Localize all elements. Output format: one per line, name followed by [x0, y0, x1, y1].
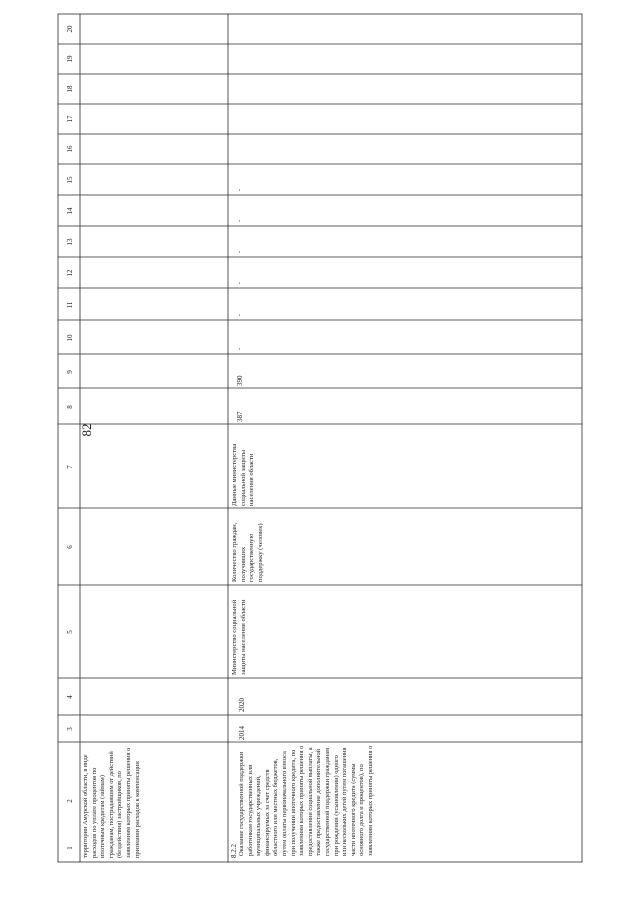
col-header-8: 8 [66, 405, 74, 409]
col-header-3: 3 [66, 727, 74, 731]
col-header-4: 4 [66, 695, 74, 699]
row-col10-dash: - [236, 347, 243, 350]
row-col2-text: Оказание государственной поддержки работникам государственных или муниципальных учреждений, финансируемых за счет средств областного или местных бюджетов, путем оплаты первоначального взноса при получении ипотечного кредита, по заявлениям которых приняты решения о предоставлении социальной выплаты, а также предоставление дополнительной государственной поддержки гражданам при рождении (усыновлении) одного или нескольких детей путем погашения части ипотечного кредита (суммы основного долга и процентов), по заявлениям которых приняты решения о [238, 745, 374, 856]
col-header-2: 2 [66, 799, 74, 803]
col-header-9: 9 [66, 370, 74, 374]
row-col7-source: Данные министерства социальной защиты населения области [231, 443, 256, 506]
col-header-12: 12 [66, 269, 74, 277]
row-number: 8.2.2 [230, 844, 238, 858]
col-header-11: 11 [66, 301, 74, 309]
continuation-col2-text: территории Амурской области, в виде расходов по уплате процентов по ипотечным кредитам (займам) гражданам, пострадавшим от действий (бездействия) застройщиков, по заявлениям которых приняты решения о признании расходов к компенсации [82, 747, 141, 858]
col-header-19: 19 [66, 55, 74, 63]
row-col5-responsible: Министерство социальной защиты населения области [231, 599, 247, 675]
row-col8-value: 387 [236, 411, 244, 422]
col-header-5: 5 [66, 630, 74, 634]
col-header-18: 18 [66, 85, 74, 93]
col-header-16: 16 [66, 145, 74, 153]
row-col13-dash: - [236, 250, 243, 253]
col-header-1: 1 [66, 846, 74, 850]
col-header-14: 14 [66, 207, 74, 215]
page-number: 82 [79, 423, 94, 437]
row-col12-dash: - [236, 281, 243, 284]
row-col15-dash: - [236, 188, 243, 191]
col-header-15: 15 [66, 176, 74, 184]
col-header-10: 10 [66, 334, 74, 342]
col-header-17: 17 [66, 115, 74, 123]
col-header-20: 20 [66, 25, 74, 33]
row-col4-end-year: 2020 [238, 698, 246, 712]
row-col6-indicator: Количество граждан, получивших государственную поддержку (человек) [231, 522, 264, 582]
col-header-6: 6 [66, 545, 74, 549]
row-col3-start-year: 2014 [238, 726, 246, 740]
row-col14-dash: - [236, 219, 243, 222]
row-col11-dash: - [236, 313, 243, 316]
col-header-13: 13 [66, 238, 74, 246]
col-header-7: 7 [66, 465, 74, 469]
row-col9-value: 390 [236, 375, 244, 386]
